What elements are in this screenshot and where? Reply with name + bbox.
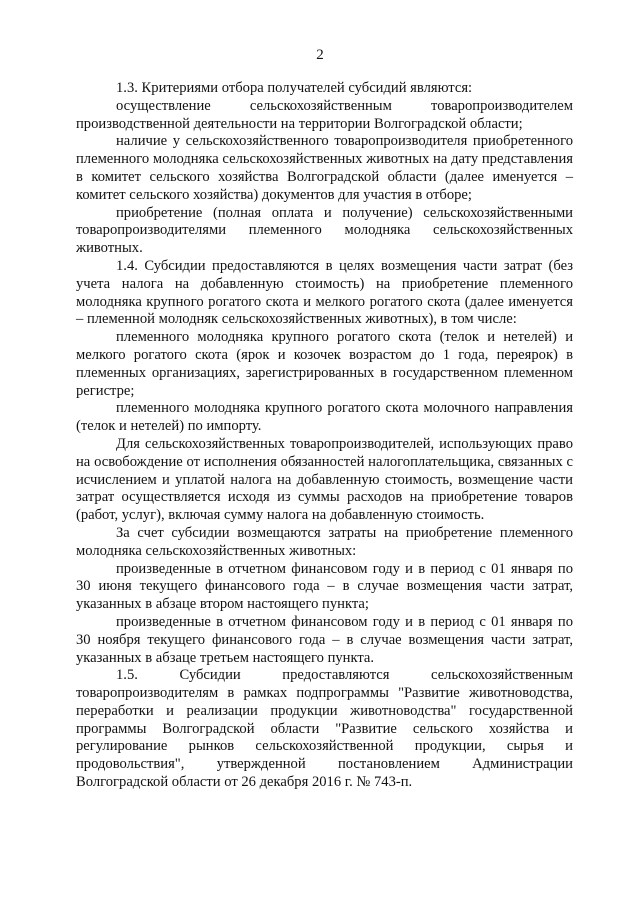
vat-exemption-paragraph: Для сельскохозяйственных товаропроизводителей, использующих право на освобождение от исполнения обязанностей налогоплательщика, связанных с исчислением и уплатой налога на добавленную стоимость, возмещение части затрат осуществляется исходя из суммы расходов на приобретение товаров (работ, услуг), включая сумму налога на добавленную стоимость. (76, 435, 573, 524)
period-item-november: произведенные в отчетном финансовом году и в период с 01 января по 30 ноября текущего финансового года – в случае возмещения части затрат, указанных в абзаце третьем настоящего пункта. (76, 613, 573, 666)
paragraph-1-5: 1.5. Субсидии предоставляются сельскохозяйственным товаропроизводителям в рамках подпрограммы "Развитие животноводства, переработки и реализации продукции животноводства" государственной программы Волгоградской области "Развитие сельского хозяйства и регулирование рынков сельскохозяйственной продукции, сырья и продовольствия", утвержденной постановлением Администрации Волгоградской области от 26 декабря 2016 г. № 743-п. (76, 667, 573, 791)
reimbursed-costs-intro: За счет субсидии возмещаются затраты на приобретение племенного молодняка сельскохозяйственных животных: (76, 524, 573, 559)
subsidy-item-import: племенного молодняка крупного рогатого скота молочного направления (телок и нетелей) по импорту. (76, 400, 573, 435)
criterion-purchase: приобретение (полная оплата и получение) сельскохозяйственными товаропроизводителями племенного молодняка сельскохозяйственных животных. (76, 204, 573, 257)
period-item-june: произведенные в отчетном финансовом году и в период с 01 января по 30 июня текущего финансового года – в случае возмещения части затрат, указанных в абзаце втором настоящего пункта; (76, 560, 573, 613)
page-number: 2 (316, 47, 324, 63)
document-body (76, 80, 573, 792)
subsidy-item-breeding-organizations: племенного молодняка крупного рогатого скота (телок и нетелей) и мелкого рогатого скота (ярок и козочек возрастом до 1 года, переярок) в племенных организациях, зарегистрированных в государственном племенном регистре; (76, 329, 573, 399)
paragraph-1-3: 1.3. Критериями отбора получателей субсидий являются: (116, 80, 473, 96)
paragraph-1-4: 1.4. Субсидии предоставляются в целях возмещения части затрат (без учета налога на добавленную стоимость) на приобретение племенного молодняка крупного рогатого скота и мелкого рогатого скота (далее именуется – племенной молодняк сельскохозяйственных животных), в том числе: (76, 257, 573, 328)
criterion-production-activity: осуществление сельскохозяйственным товаропроизводителем производственной деятельности на территории Волгоградской области; (76, 97, 573, 132)
criterion-livestock-availability: наличие у сельскохозяйственного товаропроизводителя приобретенного племенного молодняка сельскохозяйственных животных на дату представления в комитет сельского хозяйства Волгоградской области (далее именуется – комитет сельского хозяйства) документов для участия в отборе; (76, 133, 573, 203)
